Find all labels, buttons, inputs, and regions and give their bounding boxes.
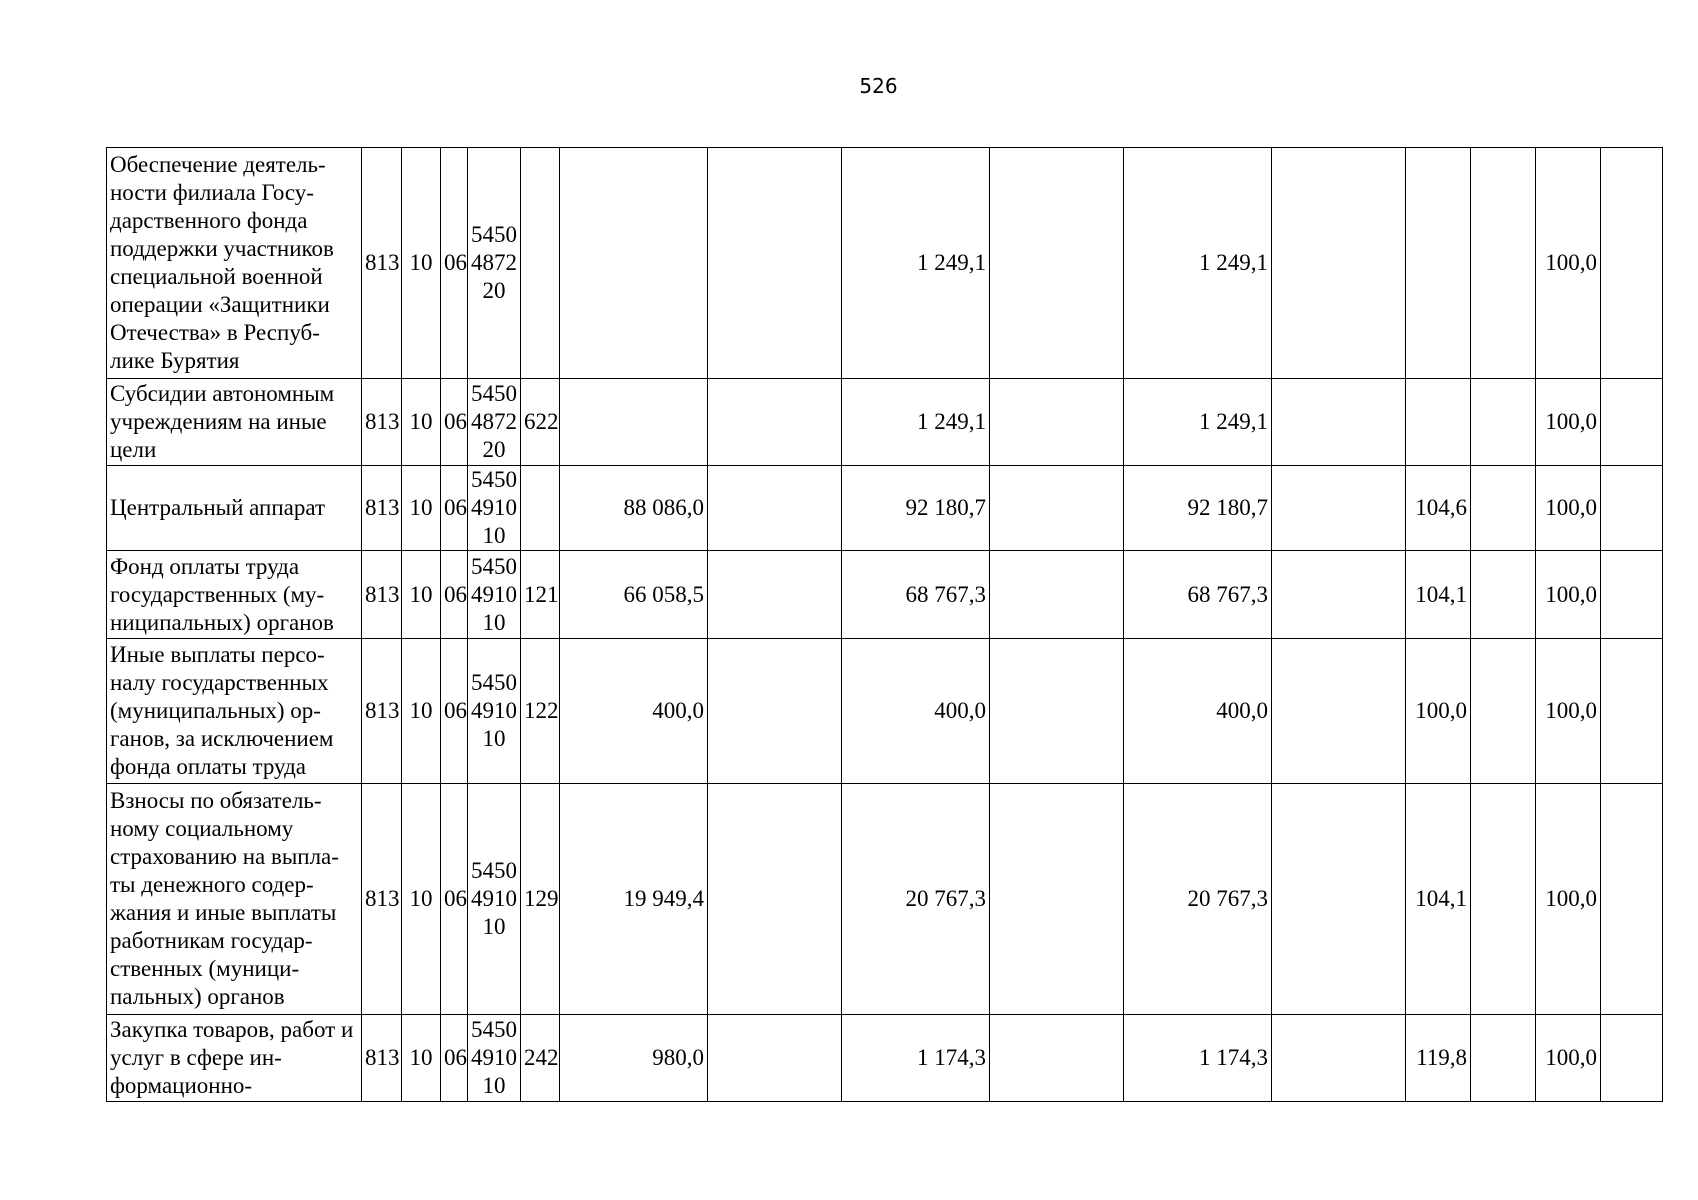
grbs-code: 813 [362,466,402,551]
subsection-code: 06 [441,466,468,551]
percent-cell: 100,0 [1536,639,1601,784]
row-name: Взносы по обязатель-ному социальному страхованию на выпла-ты денежного содер-жания и иные выплаты работникам государ-ственных (муници-пальных) органов [107,784,362,1015]
amount-cell [1272,379,1406,466]
expense-type-code [521,148,560,379]
percent-cell: 104,6 [1406,466,1471,551]
table-row [107,551,1663,639]
percent-cell: 100,0 [1536,379,1601,466]
percent-cell: 104,1 [1406,784,1471,1015]
target-article-code: 5450 4910 10 [468,551,521,639]
section-code: 10 [402,379,441,466]
subsection-code: 06 [441,639,468,784]
page-number: 526 [859,74,898,98]
amount-cell: 88 086,0 [560,466,708,551]
amount-cell [708,466,842,551]
percent-cell [1471,784,1536,1015]
amount-cell: 1 249,1 [842,379,990,466]
amount-cell: 980,0 [560,1015,708,1102]
grbs-code: 813 [362,551,402,639]
amount-cell [1272,639,1406,784]
percent-cell [1471,639,1536,784]
amount-cell: 92 180,7 [842,466,990,551]
expense-type-code: 129 [521,784,560,1015]
percent-cell [1601,1015,1663,1102]
percent-cell [1601,148,1663,379]
amount-cell [1272,551,1406,639]
budget-table [106,147,1663,1102]
percent-cell [1471,551,1536,639]
amount-cell [708,379,842,466]
expense-type-code: 122 [521,639,560,784]
amount-cell [990,466,1124,551]
table-row [107,784,1663,1015]
percent-cell: 100,0 [1536,466,1601,551]
percent-cell [1601,466,1663,551]
section-code: 10 [402,466,441,551]
percent-cell: 119,8 [1406,1015,1471,1102]
percent-cell: 100,0 [1406,639,1471,784]
row-name: Центральный аппарат [107,466,362,551]
grbs-code: 813 [362,784,402,1015]
amount-cell [990,639,1124,784]
amount-cell [708,639,842,784]
amount-cell: 68 767,3 [1124,551,1272,639]
amount-cell [990,148,1124,379]
row-name: Иные выплаты персо-налу государственных (муниципальных) ор-ганов, за исключением фонда оплаты труда [107,639,362,784]
amount-cell: 400,0 [560,639,708,784]
subsection-code: 06 [441,148,468,379]
percent-cell: 100,0 [1536,1015,1601,1102]
amount-cell: 400,0 [1124,639,1272,784]
section-code: 10 [402,639,441,784]
percent-cell [1471,1015,1536,1102]
percent-cell [1406,379,1471,466]
expense-type-code: 622 [521,379,560,466]
row-name: Фонд оплаты труда государственных (му-ниципальных) органов [107,551,362,639]
target-article-code: 5450 4910 10 [468,466,521,551]
percent-cell [1601,784,1663,1015]
amount-cell [708,148,842,379]
subsection-code: 06 [441,784,468,1015]
percent-cell: 104,1 [1406,551,1471,639]
amount-cell [708,784,842,1015]
grbs-code: 813 [362,379,402,466]
amount-cell: 1 174,3 [1124,1015,1272,1102]
amount-cell [560,148,708,379]
amount-cell [1272,148,1406,379]
grbs-code: 813 [362,639,402,784]
amount-cell: 1 174,3 [842,1015,990,1102]
table-row [107,148,1663,379]
amount-cell [990,551,1124,639]
expense-type-code: 121 [521,551,560,639]
amount-cell: 92 180,7 [1124,466,1272,551]
amount-cell: 1 249,1 [1124,379,1272,466]
grbs-code: 813 [362,1015,402,1102]
amount-cell [990,1015,1124,1102]
percent-cell: 100,0 [1536,784,1601,1015]
amount-cell: 400,0 [842,639,990,784]
expense-type-code: 242 [521,1015,560,1102]
amount-cell [708,551,842,639]
amount-cell: 1 249,1 [842,148,990,379]
target-article-code: 5450 4910 10 [468,639,521,784]
amount-cell [990,784,1124,1015]
amount-cell: 20 767,3 [1124,784,1272,1015]
amount-cell: 1 249,1 [1124,148,1272,379]
section-code: 10 [402,551,441,639]
percent-cell [1471,148,1536,379]
amount-cell [1272,466,1406,551]
section-code: 10 [402,1015,441,1102]
section-code: 10 [402,784,441,1015]
row-name: Субсидии автономным учреждениям на иные цели [107,379,362,466]
amount-cell: 66 058,5 [560,551,708,639]
percent-cell: 100,0 [1536,148,1601,379]
target-article-code: 5450 4872 20 [468,379,521,466]
percent-cell [1601,551,1663,639]
section-code: 10 [402,148,441,379]
percent-cell [1601,379,1663,466]
row-name: Обеспечение деятель-ности филиала Госу-дарственного фонда поддержки участников специальной военной операции «Защитники Отечества» в Респуб-лике Бурятия [107,148,362,379]
amount-cell: 68 767,3 [842,551,990,639]
percent-cell [1471,379,1536,466]
target-article-code: 5450 4910 10 [468,784,521,1015]
subsection-code: 06 [441,379,468,466]
amount-cell [990,379,1124,466]
grbs-code: 813 [362,148,402,379]
target-article-code: 5450 4910 10 [468,1015,521,1102]
amount-cell: 19 949,4 [560,784,708,1015]
percent-cell: 100,0 [1536,551,1601,639]
subsection-code: 06 [441,1015,468,1102]
percent-cell [1601,639,1663,784]
table-row [107,466,1663,551]
table-row [107,1015,1663,1102]
amount-cell: 20 767,3 [842,784,990,1015]
amount-cell [1272,784,1406,1015]
target-article-code: 5450 4872 20 [468,148,521,379]
amount-cell [1272,1015,1406,1102]
amount-cell [560,379,708,466]
percent-cell [1406,148,1471,379]
amount-cell [708,1015,842,1102]
expense-type-code [521,466,560,551]
row-name: Закупка товаров, работ и услуг в сфере ин-формационно- [107,1015,362,1102]
table-row [107,379,1663,466]
subsection-code: 06 [441,551,468,639]
table-row [107,639,1663,784]
percent-cell [1471,466,1536,551]
